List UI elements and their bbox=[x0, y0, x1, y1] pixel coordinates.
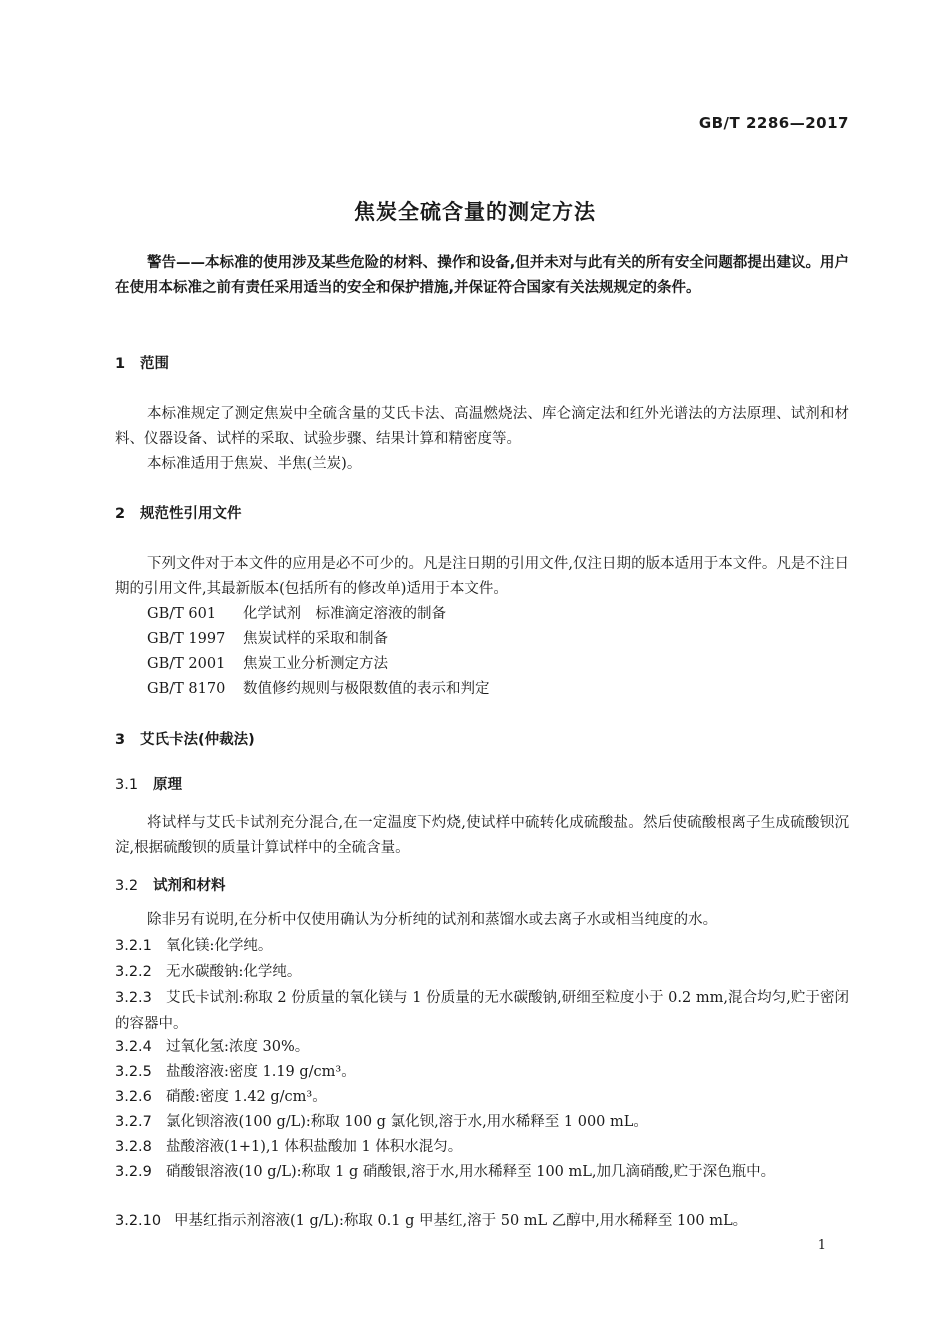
clause-number: 3.2.9 bbox=[115, 1164, 152, 1180]
reference-title: 化学试剂 标准滴定溶液的制备 bbox=[243, 606, 446, 622]
section-number: 3 bbox=[115, 732, 126, 748]
reagent-clause bbox=[115, 985, 849, 1037]
reagent-clause bbox=[115, 1084, 849, 1110]
reagent-clause bbox=[115, 1159, 849, 1185]
principle-paragraph: 将试样与艾氏卡试剂充分混合,在一定温度下灼烧,使试样中硫转化成硫酸盐。然后使硫酸根离子生成硫酸钡沉淀,根据硫酸钡的质量计算试样中的全硫含量。 bbox=[115, 815, 849, 856]
reagent-clause bbox=[115, 1134, 849, 1160]
reference-title: 数值修约规则与极限数值的表示和判定 bbox=[243, 681, 490, 697]
section-3-2-heading bbox=[115, 876, 226, 896]
section-number: 1 bbox=[115, 356, 126, 372]
clause-text: 硝酸:密度 1.42 g/cm³。 bbox=[166, 1089, 327, 1105]
clause-number: 3.2.6 bbox=[115, 1089, 152, 1105]
reagent-clause bbox=[115, 959, 849, 985]
reagent-clause bbox=[115, 1059, 849, 1085]
reference-item bbox=[147, 628, 388, 650]
clause-number: 3.2.7 bbox=[115, 1114, 152, 1130]
section-3-heading bbox=[115, 730, 255, 750]
reagent-clause bbox=[115, 1034, 849, 1060]
reference-code: GB/T 1997 bbox=[147, 631, 226, 647]
clause-number: 3.2.4 bbox=[115, 1039, 152, 1055]
section-2-heading bbox=[115, 504, 242, 524]
scope-paragraph-2: 本标准适用于焦炭、半焦(兰炭)。 bbox=[147, 456, 362, 472]
reference-item bbox=[147, 603, 446, 625]
section-number: 2 bbox=[115, 506, 126, 522]
section-3-1-heading bbox=[115, 775, 182, 795]
clause-text: 艾氏卡试剂:称取 2 份质量的氧化镁与 1 份质量的无水碳酸钠,研细至粒度小于 0.2 mm,混合均匀,贮于密闭的容器中。 bbox=[115, 990, 849, 1032]
reference-code: GB/T 2001 bbox=[147, 656, 226, 672]
section-title: 规范性引用文件 bbox=[140, 506, 242, 522]
reagent-clause bbox=[115, 1109, 849, 1135]
clause-text: 盐酸溶液(1+1),1 体积盐酸加 1 体积水混匀。 bbox=[166, 1139, 463, 1155]
reference-title: 焦炭试样的采取和制备 bbox=[243, 631, 388, 647]
clause-text: 无水碳酸钠:化学纯。 bbox=[166, 964, 302, 980]
reference-item bbox=[147, 653, 388, 675]
clause-number: 3.2.2 bbox=[115, 964, 152, 980]
references-intro: 下列文件对于本文件的应用是必不可少的。凡是注日期的引用文件,仅注日期的版本适用于本文件。凡是不注日期的引用文件,其最新版本(包括所有的修改单)适用于本文件。 bbox=[115, 556, 849, 597]
subsection-title: 原理 bbox=[153, 777, 182, 793]
document-title: 焦炭全硫含量的测定方法 bbox=[354, 200, 596, 224]
scope-paragraph-1: 本标准规定了测定焦炭中全硫含量的艾氏卡法、高温燃烧法、库仑滴定法和红外光谱法的方法原理、试剂和材料、仪器设备、试样的采取、试验步骤、结果计算和精密度等。 bbox=[115, 406, 849, 447]
standard-code: GB/T 2286—2017 bbox=[698, 114, 849, 132]
warning-paragraph: 警告——本标准的使用涉及某些危险的材料、操作和设备,但并未对与此有关的所有安全问题都提出建议。用户在使用本标准之前有责任采用适当的安全和保护措施,并保证符合国家有关法规规定的条件。 bbox=[115, 255, 849, 296]
reference-code: GB/T 8170 bbox=[147, 681, 226, 697]
subsection-title: 试剂和材料 bbox=[153, 878, 226, 894]
clause-number: 3.2.1 bbox=[115, 938, 152, 954]
section-title: 范围 bbox=[140, 356, 169, 372]
section-title: 艾氏卡法(仲裁法) bbox=[140, 732, 255, 748]
clause-text: 盐酸溶液:密度 1.19 g/cm³。 bbox=[166, 1064, 356, 1080]
clause-number: 3.2.8 bbox=[115, 1139, 152, 1155]
clause-text: 氯化钡溶液(100 g/L):称取 100 g 氯化钡,溶于水,用水稀释至 1 000 mL。 bbox=[166, 1114, 648, 1130]
clause-text: 甲基红指示剂溶液(1 g/L):称取 0.1 g 甲基红,溶于 50 mL 乙醇中,用水稀释至 100 mL。 bbox=[174, 1213, 748, 1229]
reagent-clause bbox=[115, 933, 849, 959]
subsection-number: 3.2 bbox=[115, 878, 139, 894]
section-1-heading bbox=[115, 354, 169, 374]
clause-number: 3.2.10 bbox=[115, 1213, 162, 1229]
clause-text: 硝酸银溶液(10 g/L):称取 1 g 硝酸银,溶于水,用水稀释至 100 mL,加几滴硝酸,贮于深色瓶中。 bbox=[166, 1164, 776, 1180]
clause-number: 3.2.5 bbox=[115, 1064, 152, 1080]
page-number: 1 bbox=[817, 1238, 826, 1253]
reagent-clause bbox=[115, 1208, 849, 1234]
clause-text: 氧化镁:化学纯。 bbox=[166, 938, 273, 954]
reference-code: GB/T 601 bbox=[147, 606, 217, 622]
reference-title: 焦炭工业分析测定方法 bbox=[243, 656, 388, 672]
clause-text: 过氧化氢:浓度 30%。 bbox=[166, 1039, 310, 1055]
reagents-intro: 除非另有说明,在分析中仅使用确认为分析纯的试剂和蒸馏水或去离子水或相当纯度的水。 bbox=[147, 912, 718, 928]
subsection-number: 3.1 bbox=[115, 777, 139, 793]
reference-item bbox=[147, 678, 490, 700]
clause-number: 3.2.3 bbox=[115, 990, 152, 1006]
